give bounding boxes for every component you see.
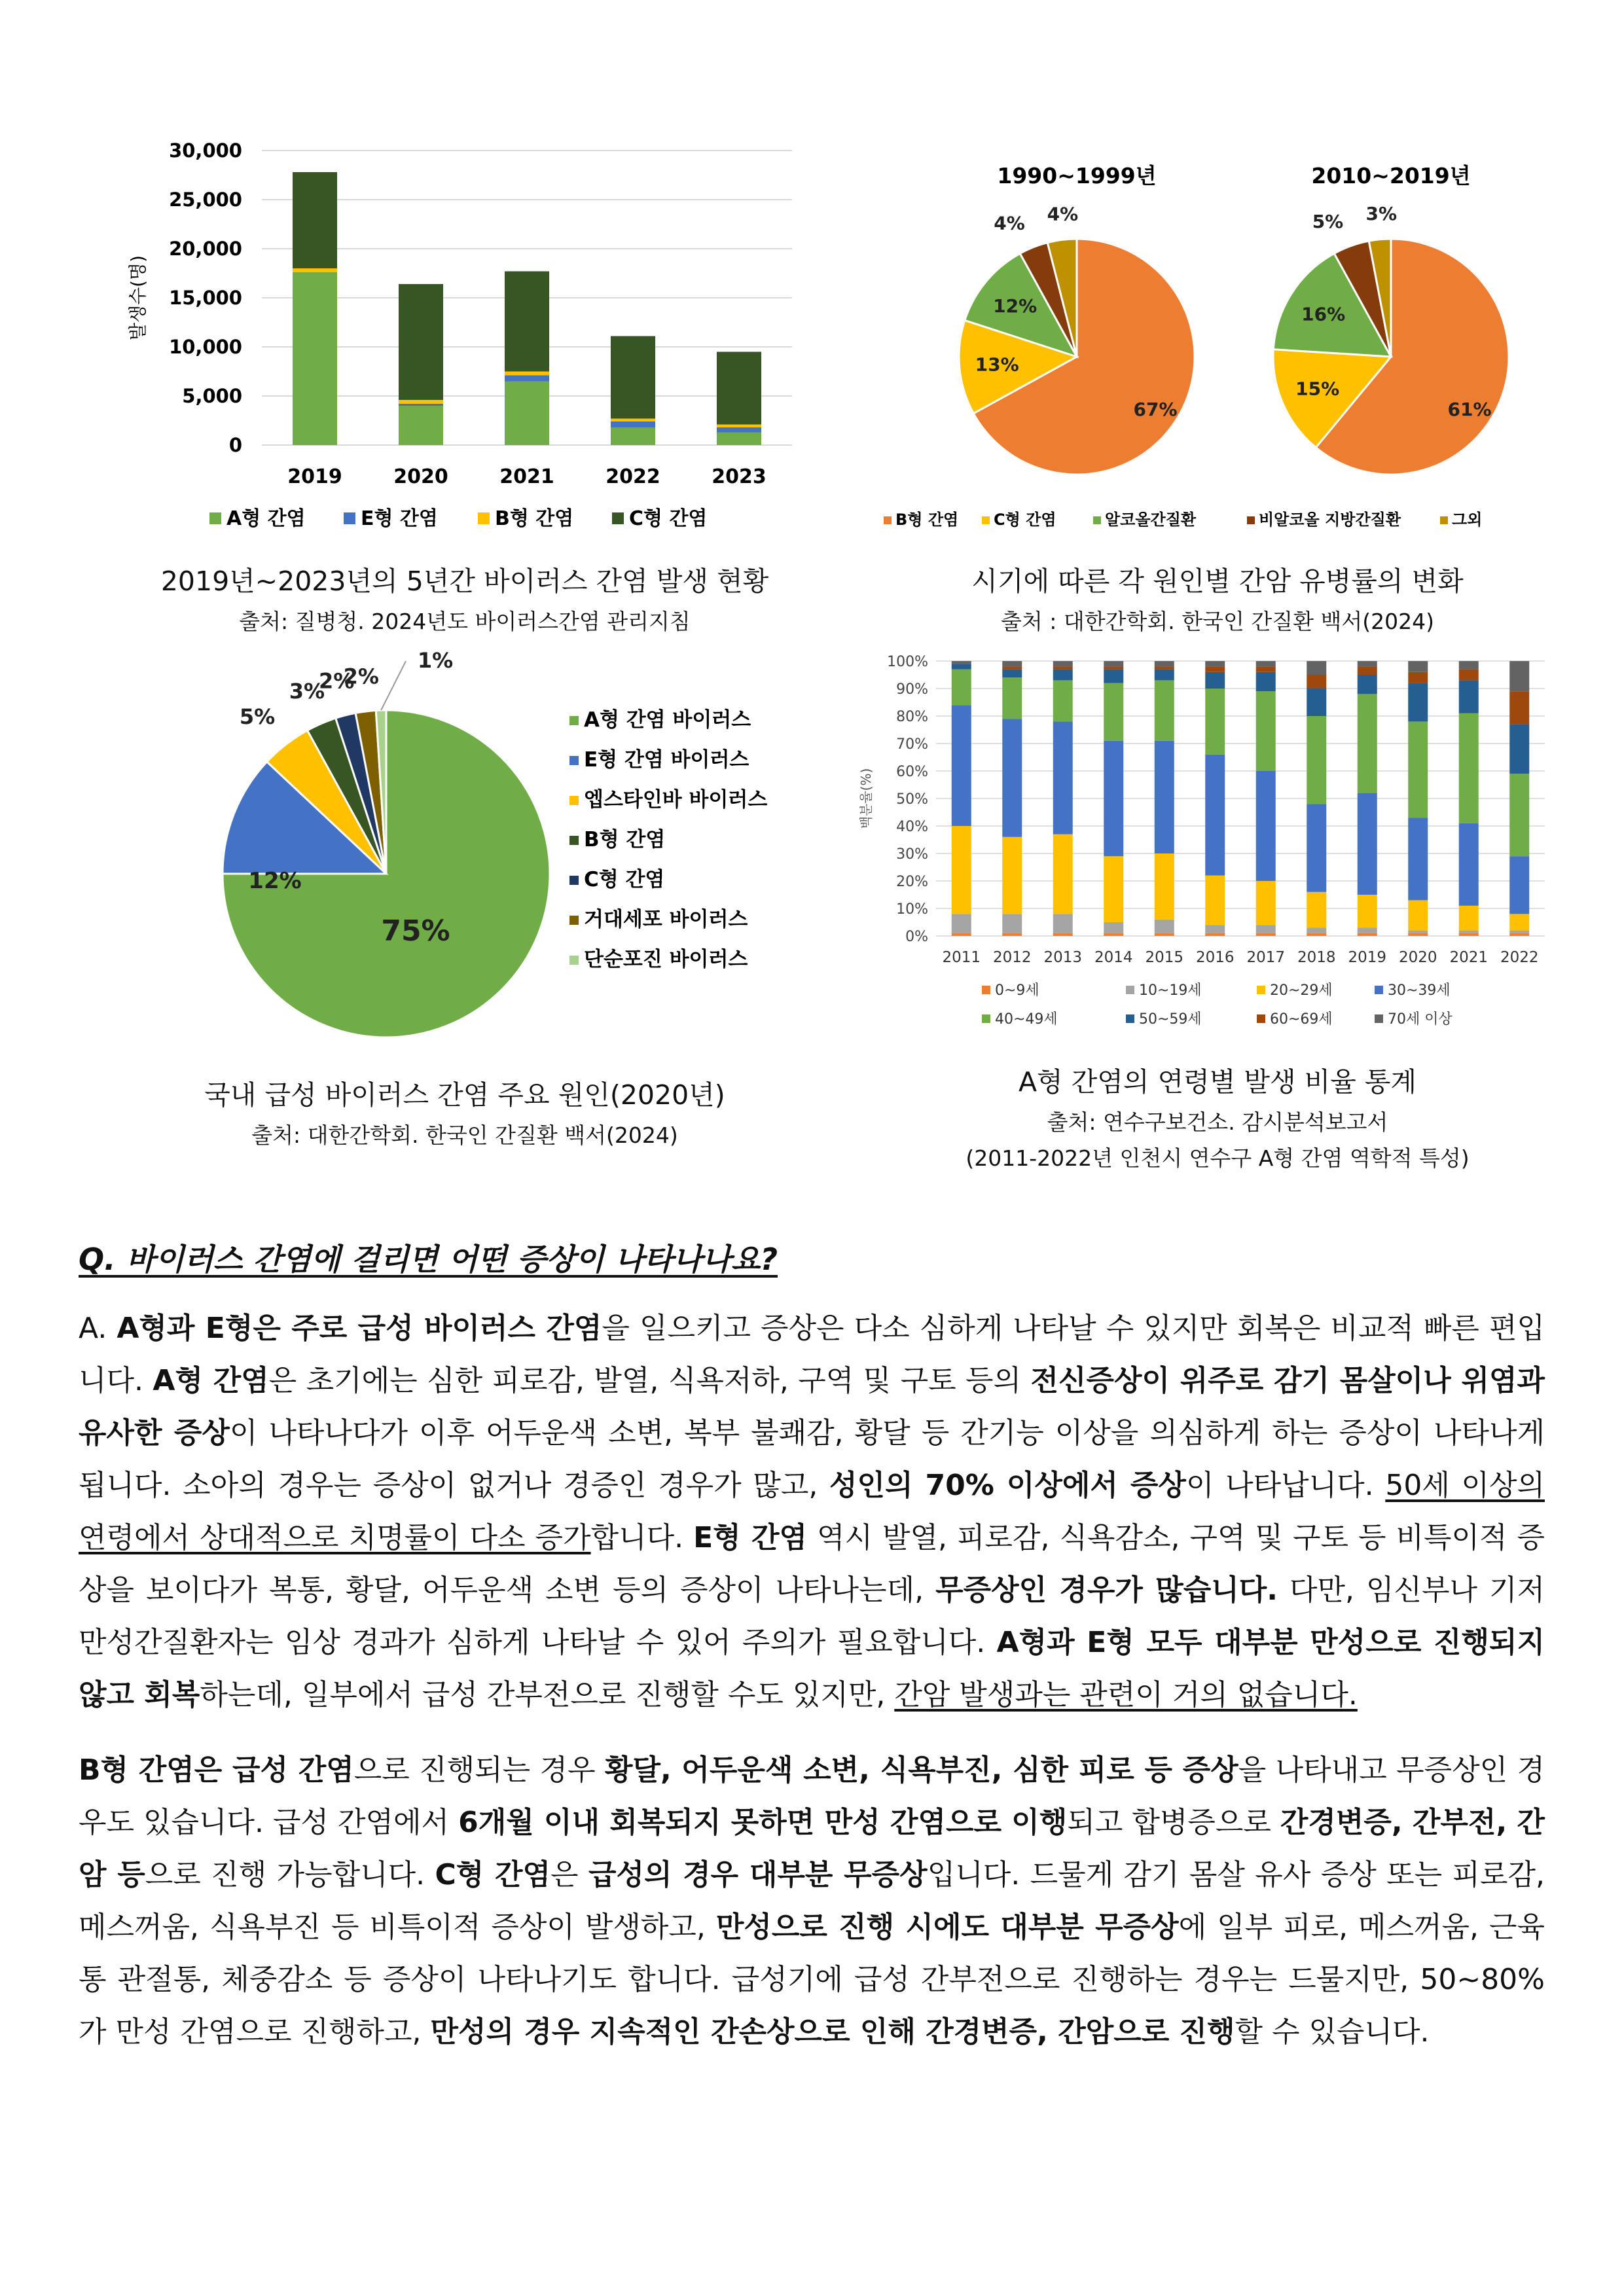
x-tick-label: 2021	[499, 465, 554, 488]
x-tick-label: 2019	[287, 465, 342, 488]
y-tick-label: 30%	[896, 846, 928, 863]
bar-segment	[1155, 680, 1174, 740]
bar-segment	[1256, 691, 1276, 771]
legend-label: 엡스타인바 바이러스	[584, 788, 768, 812]
pie-value-label: 1%	[417, 648, 454, 673]
legend-label: 70세 이상	[1388, 1011, 1453, 1028]
x-tick-label: 2015	[1145, 949, 1184, 966]
chart-age-distribution-bars	[857, 648, 1578, 1054]
legend-label: A형 간염 바이러스	[584, 708, 751, 732]
bar-segment	[1509, 931, 1529, 933]
bar-segment	[1053, 834, 1073, 914]
bar-segment	[1307, 933, 1326, 936]
chart-acute-causes-pie	[98, 648, 831, 1054]
legend-swatch	[1375, 986, 1383, 994]
bar-segment	[1205, 689, 1225, 755]
figure-caption: 국내 급성 바이러스 간염 주요 원인(2020년)	[204, 1079, 725, 1111]
legend-label: B형 간염	[584, 828, 666, 852]
y-tick-label: 0	[228, 434, 242, 456]
bar-segment	[1358, 895, 1377, 927]
legend-swatch	[982, 516, 990, 524]
pie-value-label: 3%	[1365, 202, 1398, 224]
y-tick-label: 60%	[896, 764, 928, 780]
bar-segment	[611, 427, 655, 445]
bar-segment	[1459, 713, 1479, 823]
y-tick-label: 30,000	[169, 139, 242, 162]
legend-label: E형 간염	[361, 507, 438, 530]
bar-segment	[1104, 661, 1123, 666]
bar-segment	[611, 419, 655, 422]
bar-segment	[1509, 725, 1529, 774]
bar-segment	[1256, 771, 1276, 881]
legend-swatch	[569, 876, 579, 885]
bar-segment	[1104, 683, 1123, 741]
bar-segment	[293, 268, 337, 272]
bar-segment	[399, 404, 443, 406]
bar-segment	[505, 372, 549, 376]
bar-segment	[1408, 817, 1428, 900]
x-tick-label: 2022	[1500, 949, 1539, 966]
bar-segment	[1408, 931, 1428, 933]
pie-value-label: 3%	[289, 679, 325, 704]
legend-swatch	[569, 756, 579, 765]
bar-segment	[399, 406, 443, 445]
bar-segment	[505, 272, 549, 372]
bar-segment	[611, 422, 655, 427]
y-tick-label: 20%	[896, 874, 928, 890]
bar-segment	[1358, 666, 1377, 675]
x-tick-label: 2018	[1297, 949, 1336, 966]
bar-segment	[1205, 661, 1225, 666]
x-tick-label: 2016	[1195, 949, 1235, 966]
bar-segment	[1408, 683, 1428, 722]
x-tick-label: 2023	[712, 465, 767, 488]
bar-segment	[1358, 933, 1377, 936]
figure-caption: 시기에 따른 각 원인별 간암 유병률의 변화	[971, 565, 1464, 597]
bar-segment	[1155, 741, 1174, 853]
pie-title: 1990~1999년	[997, 163, 1157, 188]
x-tick-label: 2013	[1043, 949, 1083, 966]
bar-segment	[1002, 914, 1022, 933]
y-tick-label: 0%	[905, 929, 928, 945]
pie-value-label: 75%	[381, 914, 450, 948]
figure-hepatitis-a-age	[857, 648, 1578, 1185]
bar-segment	[1053, 680, 1073, 721]
bar-segment	[1205, 933, 1225, 936]
bar-segment	[952, 914, 971, 933]
legend-swatch	[1247, 516, 1255, 524]
pie-value-label: 16%	[1301, 303, 1346, 325]
y-tick-label: 100%	[887, 654, 928, 670]
legend-label: 0~9세	[995, 982, 1039, 999]
figure-caption: 2019년~2023년의 5년간 바이러스 간염 발생 현황	[160, 565, 769, 597]
chart-incidence-bars	[98, 124, 831, 543]
legend-swatch	[1093, 516, 1101, 524]
legend-label: C형 간염	[629, 507, 708, 530]
legend-label: 20~29세	[1270, 982, 1333, 999]
x-tick-label: 2020	[393, 465, 448, 488]
bar-segment	[1408, 900, 1428, 930]
bar-segment	[1509, 774, 1529, 856]
bar-segment	[1205, 876, 1225, 925]
bar-segment	[505, 382, 549, 446]
bar-segment	[952, 661, 971, 664]
legend-swatch	[209, 512, 221, 524]
bar-segment	[1002, 670, 1022, 678]
bar-segment	[1002, 661, 1022, 666]
bar-segment	[717, 433, 761, 446]
bar-segment	[1358, 793, 1377, 895]
pie-value-label: 61%	[1447, 399, 1492, 420]
x-tick-label: 2020	[1398, 949, 1437, 966]
bar-segment	[952, 933, 971, 936]
bar-segment	[1307, 689, 1326, 716]
bar-segment	[611, 336, 655, 419]
legend-swatch	[569, 716, 579, 725]
figure-source: 출처: 질병청. 2024년도 바이러스간염 관리지침	[239, 609, 691, 634]
bar-segment	[1155, 666, 1174, 669]
y-tick-label: 70%	[896, 736, 928, 753]
bar-segment	[1053, 661, 1073, 666]
legend-swatch	[1257, 1014, 1265, 1023]
pie-title: 2010~2019년	[1311, 163, 1471, 188]
x-tick-label: 2012	[992, 949, 1032, 966]
bar-segment	[1459, 906, 1479, 931]
legend-swatch	[1126, 986, 1134, 994]
bar-segment	[1002, 666, 1022, 669]
y-tick-label: 80%	[896, 709, 928, 725]
bar-segment	[1256, 666, 1276, 672]
bar-segment	[1459, 823, 1479, 906]
pie-value-label: 4%	[1047, 203, 1079, 225]
legend-label: 30~39세	[1388, 982, 1451, 999]
pie-value-label: 13%	[975, 353, 1019, 376]
bar-segment	[1358, 675, 1377, 694]
bar-segment	[1053, 670, 1073, 681]
bar-segment	[1307, 804, 1326, 891]
bar-segment	[1459, 661, 1479, 670]
legend-swatch	[1126, 1014, 1134, 1023]
pie-value-label: 67%	[1133, 399, 1178, 420]
bar-segment	[1053, 666, 1073, 669]
bar-segment	[1053, 914, 1073, 933]
bar-segment	[1002, 719, 1022, 837]
legend-swatch	[982, 986, 990, 994]
y-tick-label: 10,000	[169, 336, 242, 358]
bar-segment	[1509, 691, 1529, 724]
legend-swatch	[569, 836, 579, 845]
legend-label: 10~19세	[1139, 982, 1202, 999]
pie-value-label: 5%	[1312, 211, 1344, 233]
bar-segment	[1205, 672, 1225, 689]
bar-segment	[1104, 666, 1123, 669]
bar-segment	[1408, 672, 1428, 683]
legend-label: B형 간염	[895, 511, 959, 529]
figure-source: 출처: 연수구보건소. 감시분석보고서	[1047, 1109, 1388, 1135]
y-tick-label: 90%	[896, 681, 928, 698]
figure-acute-hepatitis-causes	[98, 648, 831, 1172]
bar-segment	[1358, 927, 1377, 933]
bar-segment	[717, 425, 761, 428]
figure-caption: A형 간염의 연령별 발생 비율 통계	[1018, 1066, 1417, 1098]
legend-label: E형 간염 바이러스	[584, 748, 749, 772]
bar-segment	[952, 705, 971, 826]
legend-swatch	[1257, 986, 1265, 994]
bar-segment	[1155, 933, 1174, 936]
bar-segment	[293, 172, 337, 268]
y-tick-label: 20,000	[169, 238, 242, 260]
bar-segment	[1509, 914, 1529, 930]
bar-segment	[1002, 837, 1022, 914]
legend-label: B형 간염	[495, 507, 574, 530]
bar-segment	[1256, 672, 1276, 691]
pie-value-label: 12%	[248, 868, 302, 894]
pie-value-label: 12%	[993, 295, 1038, 317]
y-tick-label: 15,000	[169, 287, 242, 309]
legend-label: 50~59세	[1139, 1011, 1202, 1028]
bar-segment	[1509, 856, 1529, 914]
pie-value-label: 2%	[318, 668, 355, 694]
bar-segment	[1459, 931, 1479, 933]
legend-swatch	[982, 1014, 990, 1023]
bar-segment	[1155, 853, 1174, 920]
pie-value-label: 2%	[343, 664, 379, 689]
y-axis-label: 발생수(명)	[127, 255, 149, 341]
legend-label: 비알코올 지방간질환	[1259, 511, 1401, 529]
bar-segment	[1155, 920, 1174, 933]
legend-label: 40~49세	[995, 1011, 1058, 1028]
bar-segment	[1408, 933, 1428, 936]
pie-value-label: 4%	[994, 212, 1025, 234]
answer-paragraph-1: A. A형과 E형은 주로 급성 바이러스 간염을 일으키고 증상은 다소 심하게 나타날 수 있지만 회복은 비교적 빠른 편입니다. A형 간염은 초기에는 심한 피로감, 발열, 식욕저하, 구역 및 구토 등의 전신증상이 위주로 감기 몸살이나 위염과 유사한 증상이 나타나다가 이후 어두운색 소변, 복부 불쾌감, 황달 등 간기능 이상을 의심하게 하는 증상이 나타나게 됩니다. 소아의 경우는 증상이 없거나 경증인 경우가 많고, 성인의 70% 이상에서 증상이 나타납니다. 50세 이상의 연령에서 상대적으로 치명률이 다소 증가합니다. E형 간염 역시 발열, 피로감, 식욕감소, 구역 및 구토 등 비특이적 증상을 보이다가 복통, 황달, 어두운색 소변 등의 증상이 나타나는데, 무증상인 경우가 많습니다. 다만, 임신부나 기저 만성간질환자는 임상 경과가 심하게 나타날 수 있어 주의가 필요합니다. A형과 E형 모두 대부분 만성으로 진행되지 않고 회복하는데, 일부에서 급성 간부전으로 진행할 수도 있지만, 간암 발생과는 관련이 거의 없습니다.	[79, 1312, 1545, 1712]
y-tick-label: 5,000	[182, 385, 242, 407]
x-tick-label: 2021	[1449, 949, 1489, 966]
bar-segment	[399, 400, 443, 404]
bar-segment	[1104, 922, 1123, 933]
bar-segment	[1459, 933, 1479, 936]
bar-segment	[952, 670, 971, 706]
legend-swatch	[569, 796, 579, 805]
figure-liver-cancer-causes	[857, 124, 1578, 641]
bar-segment	[1307, 927, 1326, 933]
bar-segment	[1205, 755, 1225, 876]
bar-segment	[293, 272, 337, 445]
bar-segment	[1256, 661, 1276, 666]
bar-segment	[1307, 892, 1326, 928]
legend-swatch	[884, 516, 892, 524]
bar-segment	[1256, 933, 1276, 936]
x-tick-label: 2022	[605, 465, 660, 488]
x-tick-label: 2011	[942, 949, 981, 966]
bar-segment	[1104, 670, 1123, 683]
bar-segment	[1205, 925, 1225, 933]
bar-segment	[1358, 661, 1377, 666]
bar-segment	[505, 376, 549, 382]
x-tick-label: 2019	[1348, 949, 1387, 966]
bar-segment	[1002, 933, 1022, 936]
x-tick-label: 2014	[1094, 949, 1133, 966]
bar-segment	[1358, 694, 1377, 793]
bar-segment	[1459, 680, 1479, 713]
figure-hepatitis-incidence	[98, 124, 831, 641]
bar-segment	[952, 664, 971, 669]
bar-segment	[1155, 661, 1174, 666]
legend-label: 그외	[1452, 511, 1483, 529]
legend-label: 단순포진 바이러스	[584, 948, 748, 971]
bar-segment	[1256, 881, 1276, 925]
bar-segment	[1307, 716, 1326, 804]
bar-segment	[1205, 666, 1225, 672]
figure-source-detail: (2011-2022년 인천시 연수구 A형 간염 역학적 특성)	[965, 1145, 1470, 1171]
bar-segment	[1053, 721, 1073, 834]
bar-segment	[399, 284, 443, 400]
bar-segment	[1256, 925, 1276, 933]
question-heading: Q. 바이러스 간염에 걸리면 어떤 증상이 나타나나요?	[79, 1242, 778, 1277]
bar-segment	[1155, 670, 1174, 681]
legend-swatch	[478, 512, 490, 524]
y-tick-label: 25,000	[169, 188, 242, 211]
y-tick-label: 40%	[896, 819, 928, 835]
bar-segment	[1307, 675, 1326, 689]
chart-liver-cancer-pies	[857, 124, 1578, 543]
bar-segment	[1509, 661, 1529, 691]
legend-swatch	[612, 512, 624, 524]
pie-value-label: 15%	[1295, 378, 1340, 400]
legend-label: 알코올간질환	[1105, 511, 1197, 529]
y-axis-label: 백분율(%)	[858, 768, 874, 829]
bar-segment	[1408, 721, 1428, 817]
y-tick-label: 10%	[896, 901, 928, 918]
legend-label: 거대세포 바이러스	[584, 908, 748, 931]
answer-paragraph-2: B형 간염은 급성 간염으로 진행되는 경우 황달, 어두운색 소변, 식욕부진, 심한 피로 등 증상을 나타내고 무증상인 경우도 있습니다. 급성 간염에서 6개월 이내 회복되지 못하면 만성 간염으로 이행되고 합병증으로 간경변증, 간부전, 간암 등으로 진행 가능합니다. C형 간염은 급성의 경우 대부분 무증상입니다. 드물게 감기 몸살 유사 증상 또는 피로감, 메스꺼움, 식욕부진 등 비특이적 증상이 발생하고, 만성으로 진행 시에도 대부분 무증상에 일부 피로, 메스꺼움, 근육통 관절통, 체중감소 등 증상이 나타나기도 합니다. 급성기에 급성 간부전으로 진행하는 경우는 드물지만, 50~80%가 만성 간염으로 진행하고, 만성의 경우 지속적인 간손상으로 인해 간경변증, 간암으로 진행할 수 있습니다.	[79, 1753, 1545, 2049]
bar-segment	[717, 352, 761, 425]
leader-line	[381, 661, 406, 710]
bar-segment	[1307, 661, 1326, 675]
bar-segment	[717, 427, 761, 433]
bar-segment	[1053, 933, 1073, 936]
y-tick-label: 50%	[896, 791, 928, 808]
bar-segment	[952, 826, 971, 914]
figure-source: 출처: 대한간학회. 한국인 간질환 백서(2024)	[251, 1122, 678, 1148]
legend-label: 60~69세	[1270, 1011, 1333, 1028]
legend-swatch	[1440, 516, 1448, 524]
x-tick-label: 2017	[1246, 949, 1286, 966]
legend-swatch	[569, 956, 579, 965]
bar-segment	[1104, 856, 1123, 922]
legend-label: C형 간염	[584, 868, 665, 891]
legend-swatch	[569, 916, 579, 925]
legend-swatch	[1375, 1014, 1383, 1023]
bar-segment	[1104, 741, 1123, 856]
bar-segment	[1002, 677, 1022, 719]
legend-label: A형 간염	[226, 507, 306, 530]
legend-label: C형 간염	[994, 511, 1056, 529]
bar-segment	[1459, 670, 1479, 681]
legend-swatch	[344, 512, 355, 524]
bar-segment	[1104, 933, 1123, 936]
bar-segment	[1509, 933, 1529, 936]
pie-value-label: 5%	[239, 704, 276, 730]
bar-segment	[1408, 661, 1428, 672]
figure-source: 출처 : 대한간학회. 한국인 간질환 백서(2024)	[1001, 609, 1434, 634]
